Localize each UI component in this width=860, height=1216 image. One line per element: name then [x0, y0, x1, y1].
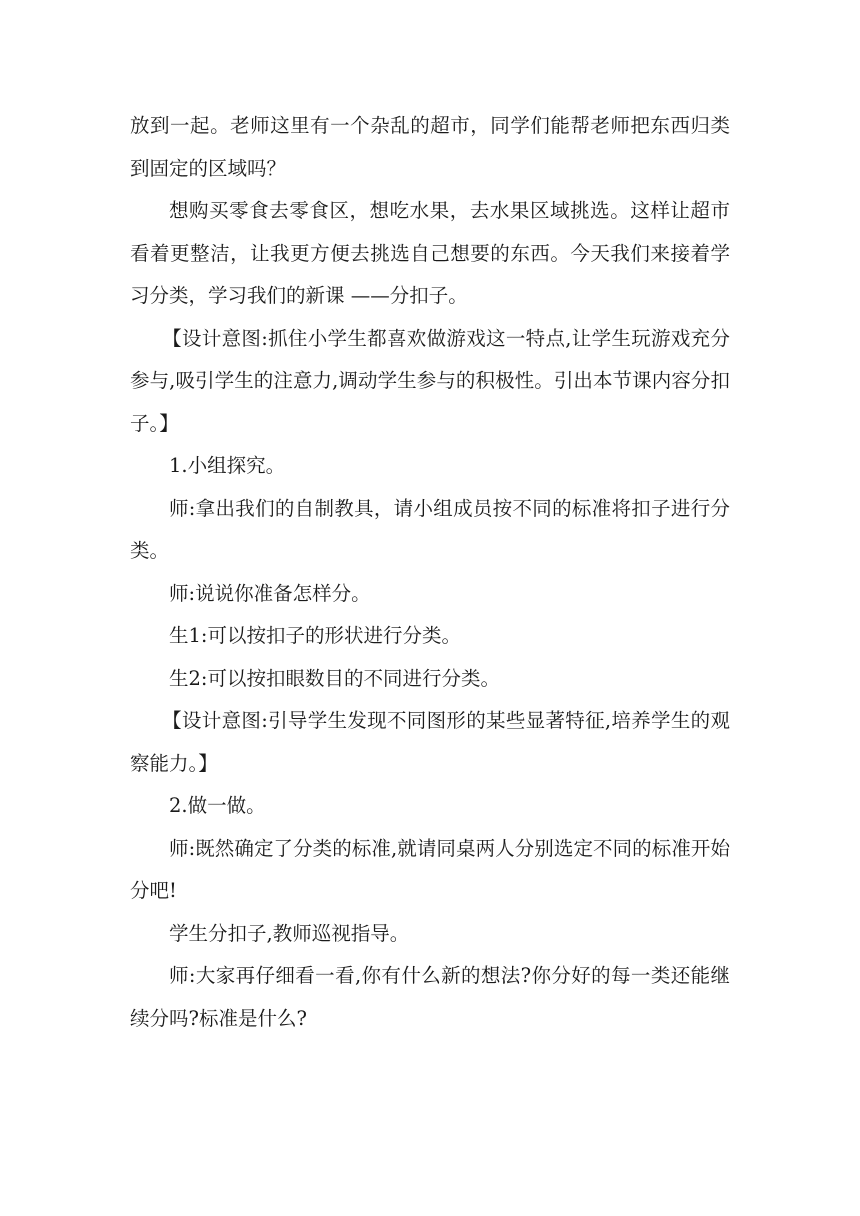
- paragraph-teacher-instruction: 师:拿出我们的自制教具，请小组成员按不同的标准将扣子进行分类。: [130, 496, 730, 562]
- paragraph-teacher-standards: 师:既然确定了分类的标准,就请同桌两人分别选定不同的标准开始分吧!: [130, 836, 730, 902]
- heading-group-inquiry: 1.小组探究。: [169, 454, 286, 477]
- paragraph-design-intent-1: 【设计意图:抓住小学生都喜欢做游戏这一特点,让学生玩游戏充分参与,吸引学生的注意力,调动学生参与的积极性。引出本节课内容分扣子。】: [130, 326, 730, 435]
- paragraph-supermarket-question: 放到一起。老师这里有一个杂乱的超市，同学们能帮老师把东西归类到固定的区域吗？: [130, 114, 730, 180]
- paragraph-intro-new-lesson: 想购买零食去零食区，想吃水果，去水果区域挑选。这样让超市看着更整洁，让我更方便去挑选自己想要的东西。今天我们来接着学习分类，学习我们的新课 ——分扣子。: [130, 199, 730, 307]
- document-body: [130, 105, 730, 1040]
- paragraph-student-2: 生2:可以按扣眼数目的不同进行分类。: [169, 666, 500, 690]
- heading-do-it: 2.做一做。: [169, 794, 266, 817]
- paragraph-teacher-question: 师:说说你准备怎样分。: [169, 581, 371, 605]
- paragraph-students-sort: 学生分扣子,教师巡视指导。: [169, 921, 410, 945]
- paragraph-student-1: 生1:可以按扣子的形状进行分类。: [169, 624, 461, 647]
- paragraph-design-intent-2: 【设计意图:引导学生发现不同图形的某些显著特征,培养学生的观察能力。】: [130, 709, 730, 775]
- paragraph-teacher-followup: 师:大家再仔细看一看,你有什么新的想法?你分好的每一类还能继续分吗?标准是什么?: [130, 964, 730, 1030]
